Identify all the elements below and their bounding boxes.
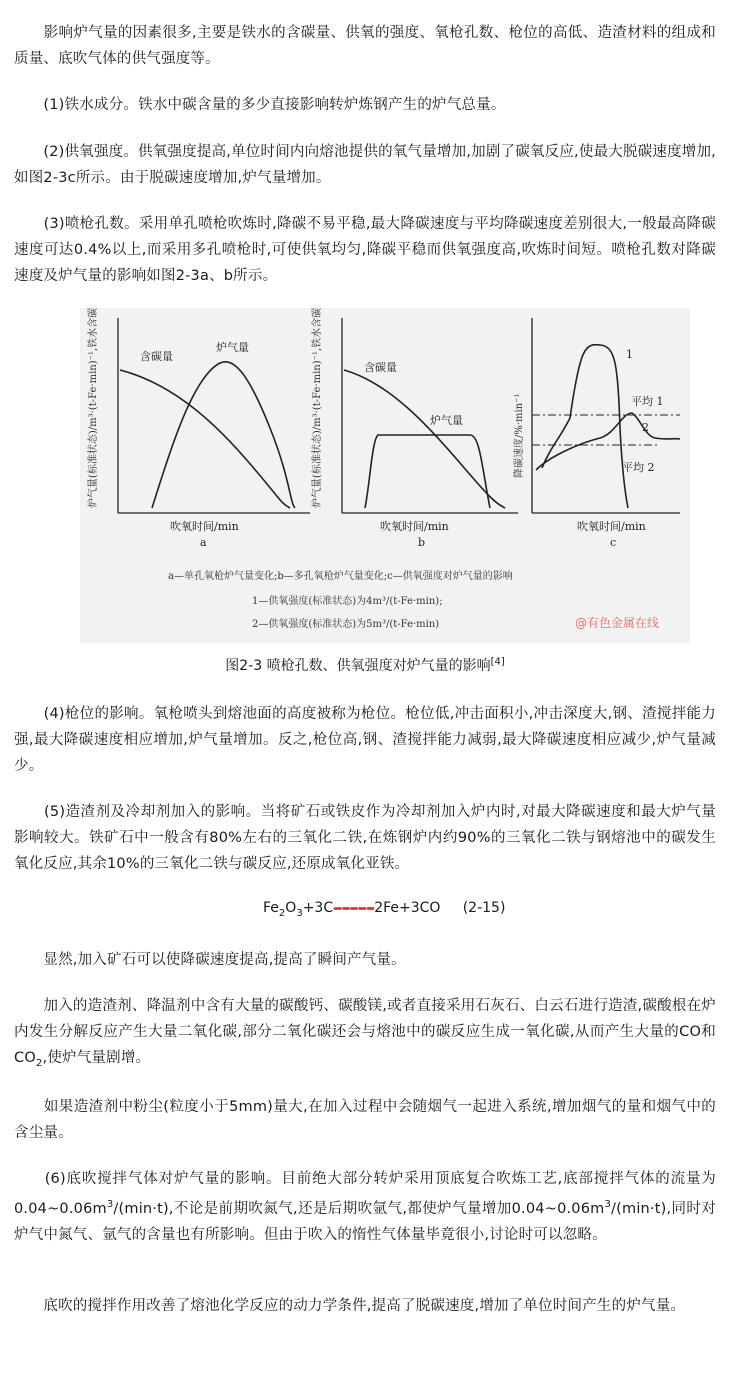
figure-watermark: @有色金属在线 — [575, 616, 660, 630]
paragraph-oxygen-intensity: (2)供氧强度。供氧强度提高,单位时间内向熔池提供的氧气量增加,加剧了碳氧反应,使最大脱碳速度增加,如图2-3c所示。由于脱碳速度增加,炉气量增加。 — [14, 144, 716, 186]
paragraph-conclusion: 底吹的搅拌作用改善了熔池化学反应的动力学条件,提高了脱碳速度,增加了单位时间产生的炉气量。 — [14, 1298, 686, 1314]
panel-c-tag: c — [610, 536, 617, 549]
panel-c — [512, 318, 680, 549]
panel-b-gas-label: 炉气量 — [430, 414, 463, 427]
panel-b-gas-curve — [365, 435, 490, 508]
panel-b-tag: b — [418, 536, 426, 549]
co2-subscript: 2 — [35, 1057, 43, 1069]
panel-a-tag: a — [200, 536, 207, 549]
formula-o: O — [285, 900, 297, 916]
panel-b-ylabel: 炉气量(标准状态)/m³·(t-Fe·min)⁻¹,铁水含碳量/% — [312, 308, 323, 508]
formula-2-15 — [263, 900, 505, 919]
paragraph-intro: 影响炉气量的因素很多,主要是铁水的含碳量、供氧的强度、氧枪孔数、枪位的高低、造渣材料的组成和质量、底吹气体的供气强度等。 — [14, 25, 716, 67]
panel-a-ylabel: 炉气量(标准状态)/m³·(t-Fe·min)⁻¹,铁水含碳量/% — [88, 308, 99, 508]
figure-2-3 — [80, 308, 690, 643]
panel-a-carbon-curve — [120, 370, 290, 508]
paragraph-dust: 如果造渣剂中粉尘(粒度小于5mm)量大,在加入过程中会随烟气一起进入系统,增加烟气的量和烟气中的含尘量。 — [14, 1099, 716, 1141]
paragraph-carbonates — [14, 993, 716, 1077]
figure-legend-line-1: a—单孔氧枪炉气量变化;b—多孔氧枪炉气量变化;c—供氧强度对炉气量的影响 — [168, 571, 513, 582]
panel-b-carbon-label: 含碳量 — [364, 361, 397, 374]
panel-c-label-1: 1 — [626, 348, 633, 361]
paragraph-lance-position: (4)枪位的影响。氧枪喷头到熔池面的高度被称为枪位。枪位低,冲击面积小,冲击深度大,钢、渣搅拌能力强,最大降碳速度相应增加,炉气量增加。反之,枪位高,钢、渣搅拌能力减弱,最大降碳速度相应减少,炉气量减少。 — [14, 706, 716, 774]
panel-b-xlabel: 吹氧时间/min — [380, 520, 449, 533]
paragraph-ore-effect: 显然,加入矿石可以使降碳速度提高,提高了瞬间产气量。 — [14, 952, 406, 968]
panel-c-label-2: 2 — [642, 421, 649, 434]
figure-caption-text: 图2-3 喷枪孔数、供氧强度对炉气量的影响 — [225, 658, 491, 674]
panel-c-label-avg2: 平均 2 — [622, 461, 655, 474]
panel-a-xlabel: 吹氧时间/min — [170, 520, 239, 533]
paragraph-iron-composition: (1)铁水成分。铁水中碳含量的多少直接影响转炉炼钢产生的炉气总量。 — [14, 97, 506, 113]
panel-c-label-avg1: 平均 1 — [631, 395, 664, 408]
paragraph-lance-holes: (3)喷枪孔数。采用单孔喷枪吹炼时,降碳不易平稳,最大降碳速度与平均降碳速度差别很大,一般最高降碳速度可达0.4%以上,而采用多孔喷枪时,可使供氧均匀,降碳平稳而供氧强度高,吹炼时间短。喷枪孔数对降碳速度及炉气量的影响如图2-3a、b所示。 — [14, 216, 716, 284]
paragraph-bottom-blowing — [14, 1166, 716, 1248]
paragraph-bottom-blowing-mid: /(min·t),不论是前期吹氮气,还是后期吹氩气,都使炉气量增加0.04~0.06m — [113, 1200, 605, 1217]
figure-legend-line-3: 2—供氧强度(标准状态)为5m³/(t-Fe·min) — [252, 619, 440, 630]
figure-caption — [0, 655, 730, 675]
cubic-superscript-2: 3 — [604, 1199, 612, 1210]
cubic-superscript-1: 3 — [106, 1199, 114, 1210]
panel-c-xlabel: 吹氧时间/min — [577, 520, 646, 533]
panel-c-ylabel: 降碳速度/%·min⁻¹ — [514, 393, 525, 478]
formula-plus-3c: +3C — [302, 900, 334, 916]
formula-fe-sub: 2 — [278, 907, 286, 919]
figure-caption-ref: [4] — [490, 656, 505, 668]
formula-o-sub: 3 — [296, 907, 303, 919]
formula-number: (2-15) — [462, 900, 506, 916]
paragraph-carbonates-text: 加入的造渣剂、降温剂中含有大量的碳酸钙、碳酸镁,或者直接采用石灰石、白云石进行造渣,碳酸根在炉内发生分解反应产生大量二氧化碳,部分二氧化碳还会与熔池中的碳反应生成一氧化碳,从而产生大量的CO和CO — [14, 998, 716, 1066]
figure-svg — [80, 308, 690, 643]
paragraph-slag-coolant: (5)造渣剂及冷却剂加入的影响。当将矿石或铁皮作为冷却剂加入炉内时,对最大降碳速度和最大炉气量影响较大。铁矿石中一般含有80%左右的三氧化二铁,在炼钢炉内约90%的三氧化二铁与钢熔池中的碳发生氧化反应,其余10%的三氧化二铁与碳反应,还原成氧化亚铁。 — [14, 804, 716, 872]
paragraph-carbonates-tail: ,使炉气量剧增。 — [42, 1050, 151, 1066]
panel-c-curve-2 — [536, 413, 680, 470]
panel-a-carbon-label: 含碳量 — [140, 350, 173, 363]
formula-fe: Fe — [263, 900, 279, 916]
panel-a — [86, 308, 310, 549]
formula-equals-sign: ===== — [333, 902, 375, 915]
paragraph-bottom-blowing-tail: /(min·t),同时对炉气中氮气、氩气的含量也有所影响。但由于吹入的惰性气体量毕竟很小,讨论时可以忽略。 — [14, 1200, 716, 1243]
panel-b — [310, 308, 518, 549]
figure-legend-line-2: 1—供氧强度(标准状态)为4m³/(t-Fe·min); — [252, 596, 443, 607]
panel-a-gas-label: 炉气量 — [216, 341, 249, 354]
formula-rhs: 2Fe+3CO — [374, 900, 441, 916]
paragraph-bottom-blowing-text: (6)底吹搅拌气体对炉气量的影响。目前绝大部分转炉采用顶底复合吹炼工艺,底部搅拌气体的流量为0.04~0.06m — [14, 1171, 716, 1217]
